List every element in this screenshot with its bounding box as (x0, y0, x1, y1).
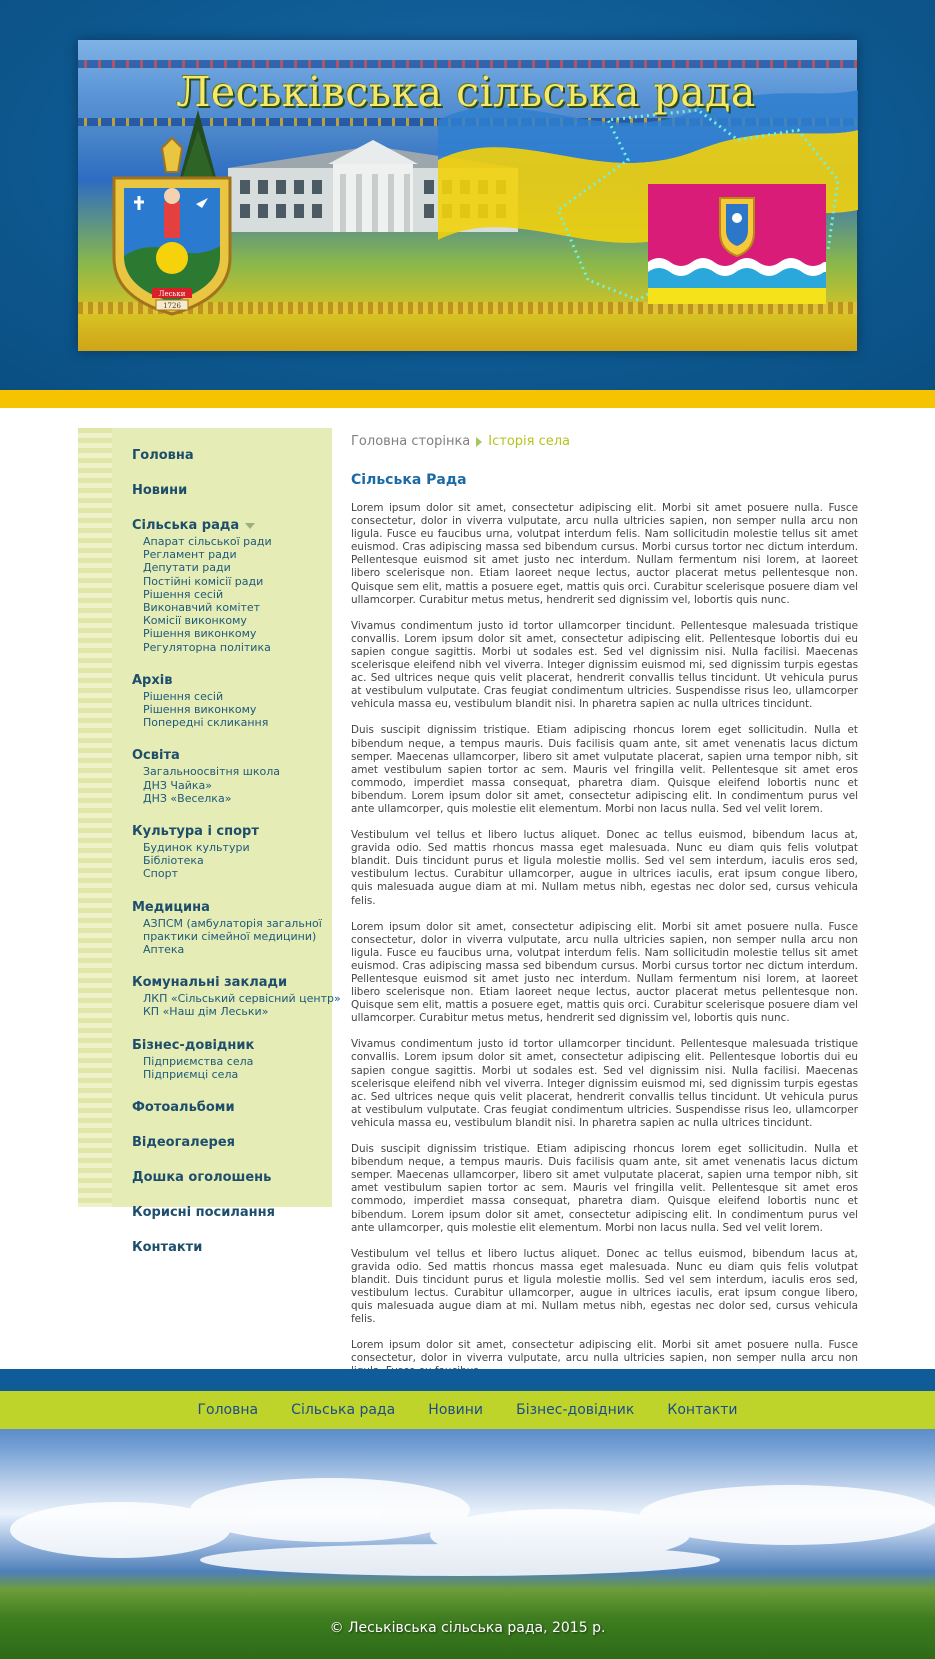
sidebar-section-medicine (132, 900, 332, 957)
sidebar-section-archive (132, 673, 332, 730)
coat-of-arms-motto: Леськи (158, 290, 186, 298)
article-paragraph: Vestibulum vel tellus et libero luctus aliquet. Donec ac tellus euismod, bibendum lacus at, gravida odio. Sed mattis rhoncus massa eget malesuada. Nunc eu diam quis felis volutpat blandit. Duis tincidunt purus et ligula molestie mollis. Sed vel sem interdum, iaculis eros sed, vestibulum lectus. Curabitur ullamcorper, augue in ultrices iaculis, erat ipsum congue libero, quis malesuada augue diam at mi. Nullam metus nibh, egestas nec dolor sed, cursus vehicula felis. (351, 829, 858, 907)
breadcrumb-home-link[interactable]: Головна сторінка (351, 434, 471, 449)
sidebar-subitems-business (132, 1055, 332, 1081)
sidebar-subitem[interactable]: Рішення сесій (143, 587, 224, 601)
sidebar-subitem[interactable]: Аптека (143, 943, 185, 957)
village-flag-image (648, 184, 826, 304)
sidebar-subitem[interactable]: Рішення виконкому (143, 627, 257, 641)
sidebar-subitems-utilities (132, 992, 341, 1019)
sidebar-item-photos[interactable]: Фотоальбоми (132, 1100, 235, 1116)
coat-of-arms-image (104, 138, 240, 318)
article-paragraph: Lorem ipsum dolor sit amet, consectetur adipiscing elit. Morbi sit amet posuere nulla. Fusce consectetur, dolor in viverra vulputate, arcu nulla ultricies sapien, non semper nulla arcu non ligula. Fusce eu faucibus urna, volutpat interdum felis. Nam sollicitudin molestie tellus sit amet euismod. Cras adipiscing massa sed bibendum cursus. Morbi cursus tortor nec dictum interdum. Pellentesque euismod sit amet justo nec interdum. Nullam fermentum nisi lorem, at laoreet libero scelerisque non. Etiam laoreet neque lectus, auctor placerat metus pellentesque non. Quisque sem elit, mattis a posuere eget, mattis quis orci. Curabitur scelerisque posuere diam vel ullamcorper. Curabitur metus metus, hendrerit sed dignissim vel, lobortis quis nunc. (351, 920, 858, 1025)
sidebar-subitem[interactable]: Підприємці села (143, 1067, 239, 1081)
sidebar-item-business[interactable]: Бізнес-довідник (132, 1037, 255, 1053)
sidebar-section-video (132, 1135, 332, 1151)
sidebar-subitem[interactable]: Підприємства села (143, 1054, 254, 1068)
sidebar-subitem[interactable]: КП «Наш дім Леськи» (143, 1005, 269, 1019)
sidebar-subitem[interactable]: ДНЗ «Веселка» (143, 791, 232, 805)
article-paragraph: Vestibulum vel tellus et libero luctus aliquet. Donec ac tellus euismod, bibendum lacus at, gravida odio. Sed mattis rhoncus massa eget malesuada. Nunc eu diam quis felis volutpat blandit. Duis tincidunt purus et ligula molestie mollis. Sed vel sem interdum, iaculis eros sed, vestibulum lectus. Curabitur ullamcorper, augue in ultrices iaculis, erat ipsum congue libero, quis malesuada augue diam at mi. Nullam metus nibh, egestas nec dolor sed, cursus vehicula felis. (351, 1247, 858, 1326)
article-paragraph: Duis suscipit dignissim tristique. Etiam adipiscing rhoncus lorem eget sollicitudin. Nulla et bibendum neque, a tempus mauris. Duis facilisis quam ante, sit amet venenatis lacus dictum semper. Maecenas ullamcorper, libero sit amet vulputate placerat, sapien urna tempor nibh, sit amet vestibulum sapien tortor ac sem. Mauris vel fringilla velit. Pellentesque sit amet eros commodo, imperdiet massa consequat, pharetra diam. Quisque eleifend lobortis nunc et bibendum. Lorem ipsum dolor sit amet, consectetur adipiscing elit. In condimentum purus vel ante ullamcorper, quis molestie elit elementum. Morbi non lacus nulla. Sed vel velit lorem. (351, 724, 858, 815)
sidebar-item-archive[interactable]: Архів (132, 672, 173, 688)
sidebar (78, 428, 341, 1256)
sidebar-section-education (132, 748, 332, 805)
sidebar-subitems-medicine (132, 917, 332, 957)
sidebar-subitem[interactable]: Постійні комісії ради (143, 574, 264, 588)
coat-of-arms-year: 1726 (163, 302, 181, 310)
sidebar-subitem[interactable]: Рішення виконкому (143, 703, 257, 717)
header-banner (78, 40, 857, 351)
banner-ornament-top (78, 60, 857, 68)
footer-link-home[interactable]: Головна (197, 1402, 259, 1418)
sidebar-subitem[interactable]: Будинок культури (143, 841, 250, 855)
header-yellow-stripe (0, 390, 935, 408)
sidebar-subitem[interactable]: Апарат сільської ради (143, 535, 272, 548)
copyright: © Леськівська сільська рада, 2015 р. (329, 1620, 606, 1636)
article-paragraph: Lorem ipsum dolor sit amet, consectetur adipiscing elit. Morbi sit amet posuere nulla. Fusce consectetur, dolor in viverra vulputate, arcu nulla ultricies sapien, non semper nulla arcu non (351, 1339, 858, 1365)
sidebar-item-council[interactable] (132, 518, 332, 534)
sidebar-section-links (132, 1205, 332, 1221)
sidebar-item-contacts[interactable]: Контакти (132, 1240, 203, 1256)
article-paragraph: Duis suscipit dignissim tristique. Etiam adipiscing rhoncus lorem eget sollicitudin. Nulla et bibendum neque, a tempus mauris. Duis facilisis quam ante, sit amet venenatis lacus dictum semper. Maecenas ullamcorper, libero sit amet vulputate placerat, sapien urna tempor nibh, sit amet vestibulum sapien tortor ac sem. Mauris vel fringilla velit. Pellentesque sit amet eros commodo, imperdiet massa consequat, pharetra diam. Quisque eleifend lobortis nunc et bibendum. Lorem ipsum dolor sit amet, consectetur adipiscing elit. In condimentum purus vel ante ullamcorper, quis molestie elit elementum. Morbi non lacus nulla. Sed vel velit lorem. (351, 1143, 858, 1234)
sidebar-subitem[interactable]: Загальноосвітня школа (143, 765, 280, 779)
sidebar-item-culture[interactable]: Культура і спорт (132, 824, 259, 840)
sidebar-section-news (132, 483, 332, 499)
sidebar-subitem[interactable]: Регуляторна політика (143, 640, 271, 654)
sidebar-subitem[interactable]: Рішення сесій (143, 689, 224, 703)
sidebar-item-news[interactable]: Новини (132, 483, 188, 498)
sidebar-ornament (78, 428, 112, 1207)
footer-nav (0, 1391, 935, 1429)
sidebar-section-board (132, 1170, 332, 1186)
sidebar-subitem[interactable]: Спорт (143, 867, 178, 881)
clouds-image (0, 1440, 935, 1600)
sidebar-item-video[interactable]: Відеогалерея (132, 1135, 235, 1151)
article-paragraph: Lorem ipsum dolor sit amet, consectetur adipiscing elit. Morbi sit amet posuere nulla. Fusce consectetur, dolor in viverra vulputate, arcu nulla ultricies sapien, non semper nulla arcu non ligula. Fusce eu faucibus urna, volutpat interdum felis. Nam sollicitudin molestie tellus sit amet euismod. Cras adipiscing massa sed bibendum cursus. Morbi cursus tortor nec dictum interdum. Pellentesque euismod sit amet justo nec interdum. Nullam fermentum nisi lorem, at laoreet libero scelerisque non. Etiam laoreet neque lectus, auctor placerat metus pellentesque non. Quisque sem elit, mattis a posuere eget, mattis quis orci. Curabitur scelerisque posuere diam vel ullamcorper. Curabitur metus metus, hendrerit sed dignissim vel, lobortis quis nunc. (351, 502, 858, 606)
sidebar-subitem[interactable]: Виконавчий комітет (143, 601, 261, 615)
sidebar-item-board[interactable]: Дошка оголошень (132, 1170, 272, 1186)
sidebar-subitems-council (132, 535, 332, 654)
article-paragraph: Vivamus condimentum justo id tortor ullamcorper tincidunt. Pellentesque malesuada tristique convallis. Lorem ipsum dolor sit amet, consectetur adipiscing elit. Pellentesque lobortis dui eu sapien congue sagittis. Morbi ut sodales est. Sed vel dignissim nisi. Nulla facilisi. Maecenas scelerisque eleifend nibh vel viverra. Integer dignissim euismod mi, sed dignissim turpis egestas ac. Sed ultrices neque quis velit placerat, hendrerit convallis tellus tincidunt. Ut vehicula purus at vestibulum vulputate. Cras feugiat condimentum ultricies. Suspendisse risus leo, ullamcorper vehicula massa eu, vestibulum blandit nisi. In pharetra sapien ac nulla ultrices tincidunt. (351, 619, 858, 711)
sidebar-section-utilities (132, 975, 341, 1019)
sidebar-section-culture (132, 824, 332, 881)
footer-top-strip (0, 1369, 935, 1391)
sidebar-item-links[interactable]: Корисні посилання (132, 1205, 275, 1221)
breadcrumb-current: Історія села (488, 434, 571, 449)
sidebar-nav (132, 448, 341, 1275)
sidebar-section-contacts (132, 1240, 332, 1256)
sidebar-subitem[interactable]: АЗПСМ (амбулаторія загальної (143, 916, 322, 930)
breadcrumb (351, 434, 858, 450)
sidebar-subitem[interactable]: Комісії виконкому (143, 614, 247, 628)
sidebar-item-education[interactable]: Освіта (132, 748, 180, 764)
footer-link-news[interactable]: Новини (428, 1402, 483, 1418)
page-title: Сільська Рада (351, 472, 467, 488)
sidebar-item-utilities[interactable]: Комунальні заклади (132, 975, 288, 991)
sidebar-subitem[interactable]: Депутати ради (143, 561, 231, 575)
chevron-down-icon[interactable] (245, 523, 255, 529)
sidebar-subitem[interactable]: ЛКП «Сільський сервісний центр» (143, 992, 341, 1006)
article-paragraph: Vivamus condimentum justo id tortor ullamcorper tincidunt. Pellentesque malesuada tristique convallis. Lorem ipsum dolor sit amet, consectetur adipiscing elit. Pellentesque lobortis dui eu sapien congue sagittis. Morbi ut sodales est. Sed vel dignissim nisi. Nulla facilisi. Maecenas scelerisque eleifend nibh vel viverra. Integer dignissim euismod mi, sed dignissim turpis egestas ac. Sed ultrices neque quis velit placerat, hendrerit convallis tellus tincidunt. Ut vehicula purus at vestibulum vulputate. Cras feugiat condimentum ultricies. Suspendisse risus leo, ullamcorper vehicula massa eu, vestibulum blandit nisi. In pharetra sapien ac nulla ultrices tincidunt. (351, 1038, 858, 1129)
header (0, 0, 935, 390)
sidebar-item-council-label: Сільська рада (132, 518, 240, 533)
footer-link-council[interactable]: Сільська рада (291, 1402, 396, 1418)
site-title: Леськівська сільська рада (176, 68, 756, 116)
sidebar-subitem[interactable]: Регламент ради (143, 548, 237, 562)
sidebar-item-home[interactable]: Головна (132, 448, 194, 463)
sidebar-subitem[interactable]: Бібліотека (143, 854, 204, 868)
article-body (351, 502, 858, 1379)
sidebar-subitem[interactable]: практики сімейної медицини) (143, 929, 317, 943)
sidebar-section-photos (132, 1100, 332, 1116)
sidebar-subitem[interactable]: Попередні скликання (143, 716, 269, 730)
sidebar-subitem[interactable]: ДНЗ Чайка» (143, 778, 212, 792)
sidebar-subitems-archive (132, 690, 332, 730)
sidebar-subitems-education (132, 765, 332, 805)
sidebar-item-medicine[interactable]: Медицина (132, 899, 210, 915)
sidebar-section-business (132, 1038, 332, 1081)
breadcrumb-arrow-icon (476, 437, 482, 447)
sidebar-section-home (132, 448, 332, 464)
sidebar-subitems-culture (132, 841, 332, 881)
sidebar-section-council (132, 518, 332, 654)
main-content (351, 434, 858, 1365)
footer-link-business[interactable]: Бізнес-довідник (516, 1402, 635, 1418)
footer-link-contacts[interactable]: Контакти (667, 1402, 738, 1418)
